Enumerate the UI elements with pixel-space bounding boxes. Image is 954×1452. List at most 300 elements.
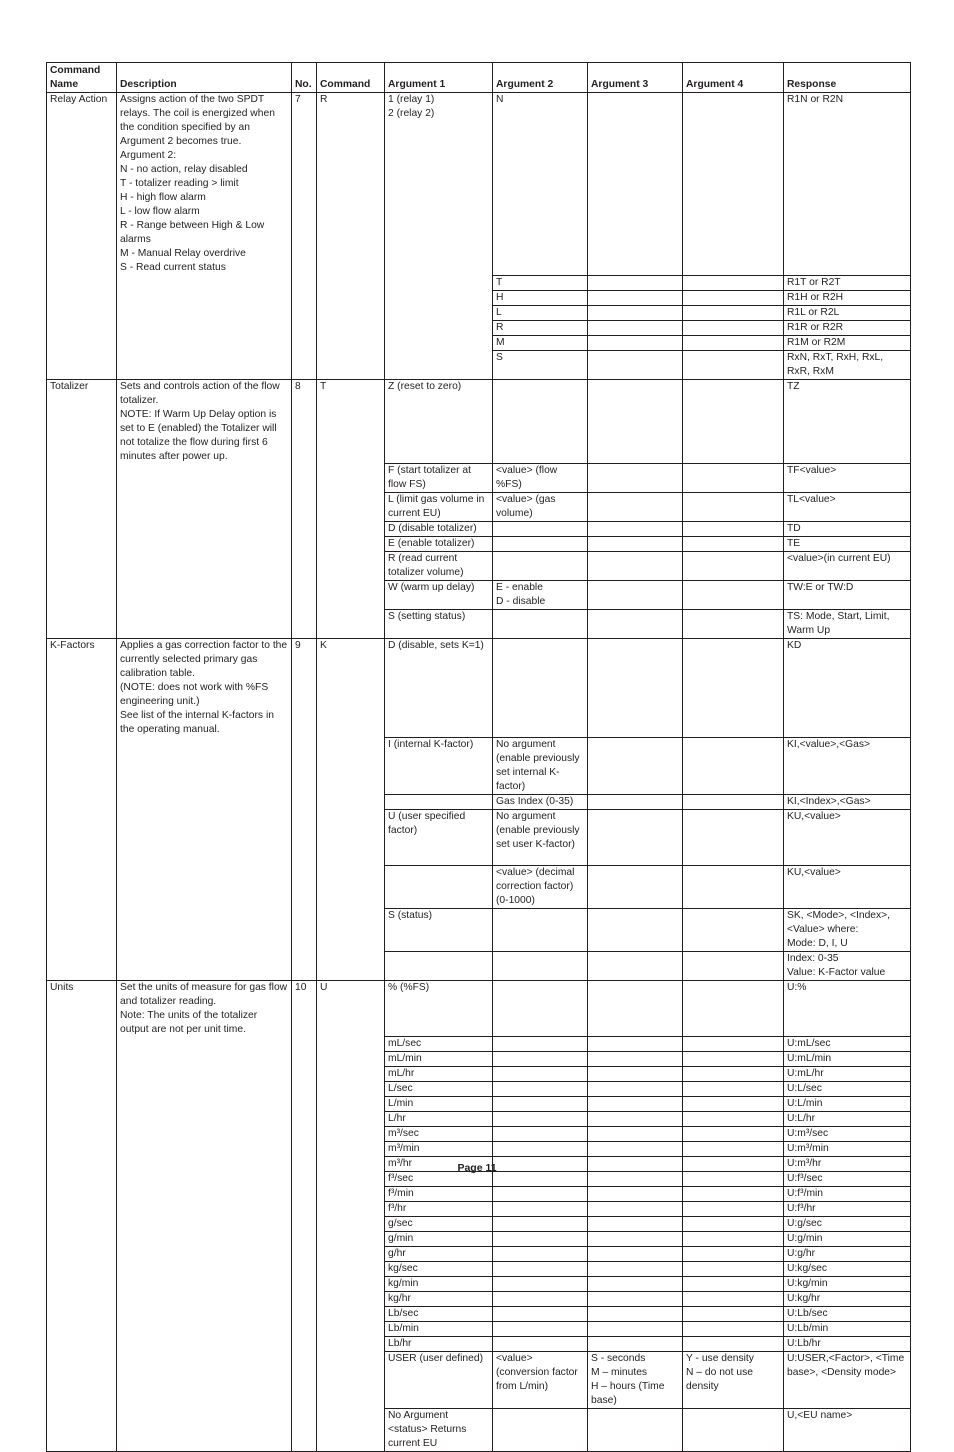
argument-4-cell [683,865,784,908]
argument-1-cell [385,305,493,320]
argument-3-cell [588,1097,683,1112]
command-cell [317,552,385,581]
command-cell [317,1067,385,1082]
command-cell [317,1142,385,1157]
header-argument-3: Argument 3 [588,63,683,93]
argument-3-cell [588,1262,683,1277]
command-name-cell [47,1277,117,1292]
table-row [47,1142,911,1157]
number-cell [292,1277,317,1292]
argument-2-cell [493,552,588,581]
argument-2-cell: <value> (decimal correction factor) (0-1000) [493,865,588,908]
response-cell: R1R or R2R [784,320,911,335]
command-cell [317,320,385,335]
table-row [47,1067,911,1082]
command-name-cell [47,951,117,980]
argument-4-cell [683,320,784,335]
argument-4-cell [683,305,784,320]
argument-1-cell: D (disable totalizer) [385,522,493,537]
table-row [47,1097,911,1112]
response-cell: TS: Mode, Start, Limit, Warm Up [784,610,911,639]
response-cell: U:kg/sec [784,1262,911,1277]
response-cell: R1N or R2N [784,93,911,276]
argument-4-cell [683,93,784,276]
argument-3-cell [588,737,683,794]
number-cell [292,1187,317,1202]
response-cell: U:f³/hr [784,1202,911,1217]
argument-3-cell [588,290,683,305]
argument-1-cell [385,275,493,290]
argument-3-cell [588,335,683,350]
argument-1-cell [385,335,493,350]
table-row [47,290,911,305]
argument-4-cell [683,1187,784,1202]
table-row [47,350,911,379]
response-cell: U:m³/hr [784,1157,911,1172]
command-name-cell [47,522,117,537]
argument-4-cell [683,1232,784,1247]
response-cell: U:Lb/sec [784,1307,911,1322]
argument-1-cell: kg/min [385,1277,493,1292]
argument-3-cell [588,493,683,522]
number-cell [292,610,317,639]
description-cell [117,1082,292,1097]
command-name-cell [47,1142,117,1157]
argument-1-cell: m³/min [385,1142,493,1157]
number-cell [292,493,317,522]
response-cell: U:g/hr [784,1247,911,1262]
command-name-cell [47,493,117,522]
table-row [47,737,911,794]
response-cell: Index: 0-35 Value: K-Factor value [784,951,911,980]
argument-2-cell: <value> (gas volume) [493,493,588,522]
argument-2-cell [493,1142,588,1157]
number-cell [292,552,317,581]
response-cell: TZ [784,379,911,464]
argument-2-cell [493,1247,588,1262]
argument-3-cell [588,1307,683,1322]
command-cell [317,522,385,537]
command-cell [317,1037,385,1052]
response-cell: U:L/hr [784,1112,911,1127]
number-cell [292,320,317,335]
command-cell [317,1292,385,1307]
argument-3-cell [588,1322,683,1337]
argument-1-cell: I (internal K-factor) [385,737,493,794]
command-cell [317,305,385,320]
argument-4-cell [683,1082,784,1097]
argument-3-cell [588,809,683,865]
command-name-cell [47,1097,117,1112]
command-name-cell: Relay Action [47,93,117,276]
description-cell [117,1067,292,1082]
argument-1-cell: D (disable, sets K=1) [385,639,493,738]
command-name-cell [47,1052,117,1067]
argument-3-cell [588,379,683,464]
argument-1-cell: No Argument <status> Returns current EU [385,1409,493,1452]
argument-3-cell [588,951,683,980]
table-row [47,980,911,1037]
command-name-cell [47,737,117,794]
command-cell [317,1247,385,1262]
header-response: Response [784,63,911,93]
table-row [47,1307,911,1322]
argument-4-cell [683,1337,784,1352]
table-row [47,1127,911,1142]
number-cell [292,290,317,305]
command-name-cell [47,537,117,552]
argument-2-cell: N [493,93,588,276]
command-cell [317,1337,385,1352]
command-name-cell: Units [47,980,117,1037]
argument-4-cell: Y - use density N – do not use density [683,1352,784,1409]
response-cell: U:f³/min [784,1187,911,1202]
argument-1-cell: USER (user defined) [385,1352,493,1409]
argument-4-cell [683,275,784,290]
command-cell [317,610,385,639]
description-cell [117,1262,292,1277]
argument-4-cell [683,581,784,610]
argument-1-cell: Lb/sec [385,1307,493,1322]
response-cell: KU,<value> [784,809,911,865]
argument-1-cell: S (status) [385,908,493,951]
table-row [47,610,911,639]
argument-2-cell [493,1409,588,1452]
argument-3-cell [588,1337,683,1352]
response-cell: U:L/min [784,1097,911,1112]
command-name-cell [47,1292,117,1307]
argument-1-cell: L/sec [385,1082,493,1097]
command-cell [317,1202,385,1217]
description-cell [117,1217,292,1232]
number-cell [292,522,317,537]
number-cell [292,1217,317,1232]
argument-4-cell [683,290,784,305]
argument-1-cell: g/min [385,1232,493,1247]
argument-4-cell [683,464,784,493]
argument-1-cell: kg/hr [385,1292,493,1307]
command-cell [317,1262,385,1277]
argument-1-cell: W (warm up delay) [385,581,493,610]
argument-3-cell [588,1409,683,1452]
argument-4-cell [683,1409,784,1452]
table-row [47,1322,911,1337]
table-row [47,1247,911,1262]
description-cell [117,1247,292,1262]
argument-3-cell [588,320,683,335]
response-cell: U:mL/sec [784,1037,911,1052]
command-cell [317,1082,385,1097]
argument-1-cell [385,865,493,908]
command-name-cell [47,552,117,581]
command-name-cell [47,1307,117,1322]
command-cell [317,290,385,305]
table-row [47,1037,911,1052]
command-name-cell [47,320,117,335]
number-cell [292,809,317,865]
argument-2-cell: R [493,320,588,335]
table-row [47,320,911,335]
argument-4-cell [683,1127,784,1142]
argument-4-cell [683,493,784,522]
command-cell [317,809,385,865]
page-number: Page 11 [457,1162,497,1174]
number-cell [292,1097,317,1112]
command-cell [317,275,385,290]
response-cell: R1T or R2T [784,275,911,290]
command-cell [317,1322,385,1337]
argument-2-cell [493,1232,588,1247]
argument-4-cell [683,951,784,980]
description-cell [117,335,292,350]
argument-2-cell: H [493,290,588,305]
argument-4-cell [683,1262,784,1277]
argument-3-cell [588,537,683,552]
number-cell [292,1037,317,1052]
description-cell [117,737,292,794]
response-cell: R1H or R2H [784,290,911,305]
argument-4-cell [683,737,784,794]
argument-2-cell: Gas Index (0-35) [493,794,588,809]
description-cell [117,1292,292,1307]
argument-2-cell [493,1277,588,1292]
argument-1-cell: % (%FS) [385,980,493,1037]
description-cell [117,908,292,951]
table-row [47,794,911,809]
argument-3-cell [588,1187,683,1202]
table-row [47,1202,911,1217]
argument-4-cell [683,809,784,865]
description-cell [117,1232,292,1247]
table-row [47,493,911,522]
description-cell [117,537,292,552]
argument-1-cell: f³/min [385,1187,493,1202]
number-cell [292,305,317,320]
argument-4-cell [683,379,784,464]
argument-2-cell [493,610,588,639]
argument-4-cell [683,1322,784,1337]
argument-2-cell [493,537,588,552]
response-cell: R1M or R2M [784,335,911,350]
argument-1-cell [385,794,493,809]
argument-2-cell [493,951,588,980]
description-cell [117,809,292,865]
argument-2-cell [493,908,588,951]
description-cell [117,1337,292,1352]
argument-1-cell: mL/sec [385,1037,493,1052]
command-cell [317,951,385,980]
argument-4-cell [683,1277,784,1292]
description-cell [117,794,292,809]
command-cell [317,350,385,379]
argument-4-cell [683,639,784,738]
argument-1-cell [385,350,493,379]
table-row [47,1187,911,1202]
argument-1-cell [385,951,493,980]
description-cell: Assigns action of the two SPDT relays. The coil is energized when the condition specified by an Argument 2 becomes true. Argument 2: N - no action, relay disabled T - totalizer reading > limit H - high flow alarm L - low flow alarm R - Range between High & Low alarms M - Manual Relay overdrive S - Read current status [117,93,292,276]
number-cell [292,1142,317,1157]
response-cell: U:g/sec [784,1217,911,1232]
response-cell: TF<value> [784,464,911,493]
argument-3-cell [588,980,683,1037]
command-name-cell [47,1217,117,1232]
argument-4-cell [683,552,784,581]
description-cell [117,1142,292,1157]
argument-1-cell: L/hr [385,1112,493,1127]
argument-1-cell: Lb/min [385,1322,493,1337]
header-argument-4: Argument 4 [683,63,784,93]
argument-1-cell: L/min [385,1097,493,1112]
command-name-cell [47,581,117,610]
response-cell: TE [784,537,911,552]
command-name-cell [47,1409,117,1452]
command-cell: R [317,93,385,276]
response-cell: RxN, RxT, RxH, RxL, RxR, RxM [784,350,911,379]
command-cell [317,1277,385,1292]
number-cell: 10 [292,980,317,1037]
argument-1-cell: R (read current totalizer volume) [385,552,493,581]
response-cell: SK, <Mode>, <Index>, <Value> where: Mode: D, I, U [784,908,911,951]
argument-2-cell [493,1052,588,1067]
command-name-cell [47,1232,117,1247]
number-cell [292,1202,317,1217]
argument-3-cell [588,581,683,610]
command-cell: T [317,379,385,464]
argument-4-cell [683,980,784,1037]
argument-4-cell [683,522,784,537]
command-cell [317,537,385,552]
header-command: Command [317,63,385,93]
number-cell [292,1322,317,1337]
argument-4-cell [683,335,784,350]
command-name-cell [47,1322,117,1337]
command-cell [317,1409,385,1452]
response-cell: TW:E or TW:D [784,581,911,610]
response-cell: U:Lb/hr [784,1337,911,1352]
command-cell [317,1187,385,1202]
argument-1-cell [385,290,493,305]
argument-3-cell [588,794,683,809]
command-cell [317,1307,385,1322]
argument-1-cell: g/hr [385,1247,493,1262]
command-name-cell [47,1352,117,1409]
table-row [47,552,911,581]
response-cell: U:% [784,980,911,1037]
response-cell: U:m³/sec [784,1127,911,1142]
argument-2-cell [493,1322,588,1337]
command-cell [317,1352,385,1409]
response-cell: U:m³/min [784,1142,911,1157]
argument-1-cell: f³/hr [385,1202,493,1217]
description-cell [117,1187,292,1202]
argument-4-cell [683,908,784,951]
argument-3-cell [588,93,683,276]
command-name-cell [47,1337,117,1352]
response-cell: U:mL/min [784,1052,911,1067]
command-cell [317,1052,385,1067]
argument-1-cell: Lb/hr [385,1337,493,1352]
number-cell [292,1127,317,1142]
table-row [47,1262,911,1277]
argument-2-cell [493,1097,588,1112]
command-cell [317,493,385,522]
response-cell: U:L/sec [784,1082,911,1097]
number-cell [292,1292,317,1307]
argument-3-cell [588,1112,683,1127]
number-cell [292,1262,317,1277]
command-table [46,62,911,1452]
argument-3-cell [588,1247,683,1262]
header-argument-1: Argument 1 [385,63,493,93]
argument-3-cell [588,1277,683,1292]
argument-4-cell [683,1097,784,1112]
command-cell [317,335,385,350]
argument-1-cell: m³/sec [385,1127,493,1142]
table-row [47,581,911,610]
argument-3-cell [588,350,683,379]
header-number: No. [292,63,317,93]
argument-4-cell [683,1112,784,1127]
argument-1-cell: kg/sec [385,1262,493,1277]
command-name-cell [47,1067,117,1082]
response-cell: U,<EU name> [784,1409,911,1452]
table-row [47,639,911,738]
argument-4-cell [683,537,784,552]
argument-3-cell [588,1142,683,1157]
argument-3-cell [588,552,683,581]
command-name-cell [47,865,117,908]
argument-2-cell [493,1082,588,1097]
number-cell [292,908,317,951]
argument-4-cell [683,1067,784,1082]
command-cell [317,1127,385,1142]
table-row [47,1277,911,1292]
description-cell [117,350,292,379]
argument-2-cell [493,1292,588,1307]
argument-4-cell [683,1307,784,1322]
number-cell [292,464,317,493]
argument-3-cell [588,865,683,908]
response-cell: KU,<value> [784,865,911,908]
response-cell: KI,<Index>,<Gas> [784,794,911,809]
argument-1-cell: S (setting status) [385,610,493,639]
argument-4-cell [683,350,784,379]
header-description: Description [117,63,292,93]
argument-2-cell: S [493,350,588,379]
table-row [47,1217,911,1232]
description-cell [117,581,292,610]
number-cell [292,1232,317,1247]
argument-3-cell [588,1292,683,1307]
description-cell: Sets and controls action of the flow totalizer. NOTE: If Warm Up Delay option is set to E (enabled) the Totalizer will not totalize the flow during first 6 minutes after power up. [117,379,292,464]
argument-2-cell: E - enable D - disable [493,581,588,610]
command-cell [317,1232,385,1247]
number-cell [292,794,317,809]
number-cell [292,275,317,290]
command-name-cell [47,290,117,305]
number-cell [292,1307,317,1322]
argument-2-cell [493,1307,588,1322]
response-cell: KD [784,639,911,738]
table-row [47,1337,911,1352]
argument-3-cell [588,522,683,537]
response-cell: R1L or R2L [784,305,911,320]
number-cell [292,1052,317,1067]
argument-2-cell: No argument (enable previously set internal K-factor) [493,737,588,794]
description-cell [117,1097,292,1112]
table-row [47,522,911,537]
argument-4-cell [683,1217,784,1232]
